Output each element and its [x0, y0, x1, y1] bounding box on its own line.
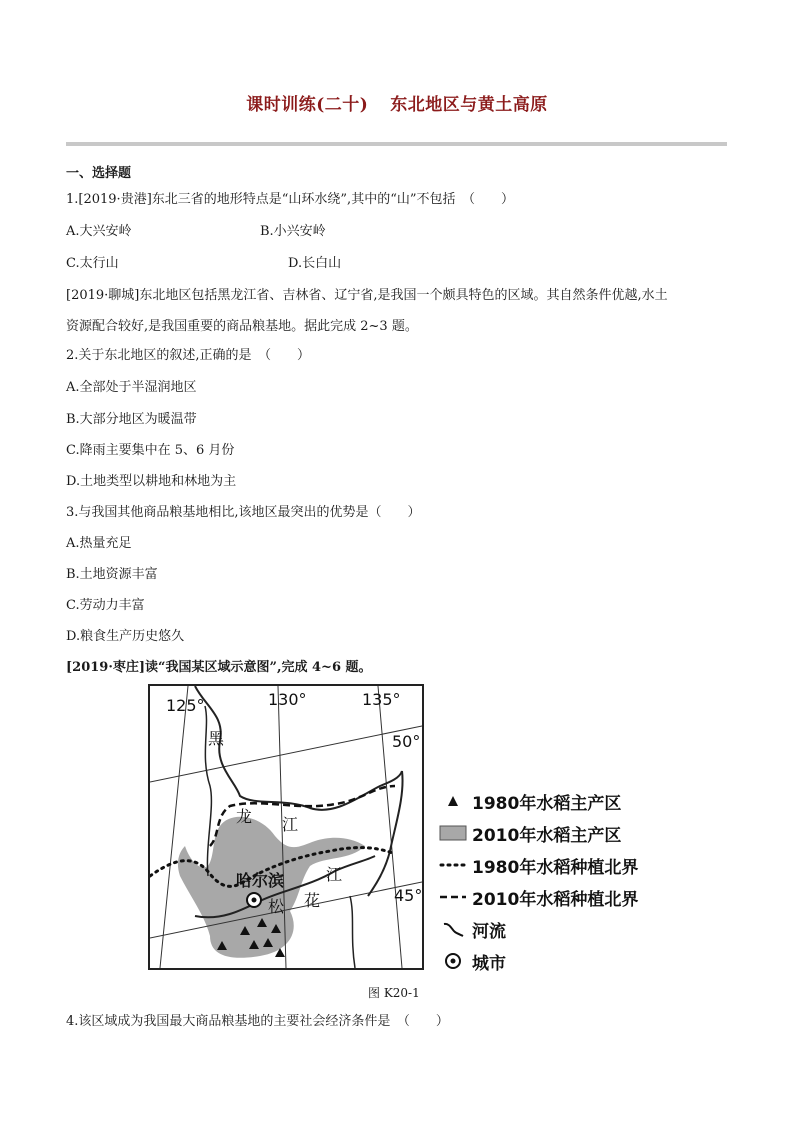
- parallel-50: [150, 726, 422, 782]
- dotted-line-icon: [438, 855, 468, 875]
- q3-option-a: A.热量充足: [66, 536, 132, 551]
- q3-option-d: D.粮食生产历史悠久: [66, 629, 185, 644]
- river-south: [350, 896, 355, 968]
- legend-item: [438, 785, 638, 817]
- label-song: 松: [268, 897, 285, 916]
- legend-label: 2010年水稻主产区: [472, 825, 622, 846]
- legend-item: [438, 849, 638, 881]
- question-1-stem: 1.[2019·贵港]东北三省的地形特点是“山环水绕”,其中的“山”不包括 （ ）: [66, 192, 514, 207]
- title-sub: 东北地区与黄土高原: [390, 95, 548, 115]
- lon-label-130: 130°: [268, 690, 307, 709]
- lat-label-50: 50°: [392, 732, 421, 751]
- legend-item: [438, 881, 638, 913]
- passage-1-line-1: [2019·聊城]东北地区包括黑龙江省、吉林省、辽宁省,是我国一个颇具特色的区域。其自然条件优越,水土: [66, 288, 668, 303]
- lon-label-125: 125°: [166, 696, 205, 715]
- section-heading: 一、选择题: [66, 166, 132, 181]
- legend-label: 2010年水稻种植北界: [472, 889, 639, 910]
- q2-option-d: D.土地类型以耕地和林地为主: [66, 474, 237, 489]
- question-3-stem: 3.与我国其他商品粮基地相比,该地区最突出的优势是（ ）: [66, 505, 421, 520]
- label-hua: 花: [304, 891, 321, 910]
- legend-item: [438, 945, 638, 977]
- meridian-125: [160, 686, 188, 968]
- q2-option-b: B.大部分地区为暖温带: [66, 412, 197, 427]
- legend-item: [438, 913, 638, 945]
- q2-option-c: C.降雨主要集中在 5、6 月份: [66, 443, 235, 458]
- passage-1-line-2: 资源配合较好,是我国重要的商品粮基地。据此完成 2~3 题。: [66, 319, 418, 334]
- q3-option-b: B.土地资源丰富: [66, 567, 158, 582]
- gray-area-icon: [438, 823, 468, 843]
- question-1-options-row-2: [66, 256, 366, 272]
- city-icon: [438, 951, 468, 971]
- harbin-city-dot: [252, 898, 257, 903]
- river-icon: [438, 919, 468, 939]
- legend-item: [438, 817, 638, 849]
- question-4-stem: 4.该区域成为我国最大商品粮基地的主要社会经济条件是 （ ）: [66, 1014, 449, 1029]
- legend-label: 城市: [472, 953, 506, 974]
- q3-option-c: C.劳动力丰富: [66, 598, 145, 613]
- passage-2: [2019·枣庄]读“我国某区域示意图”,完成 4~6 题。: [66, 660, 372, 675]
- legend-label: 1980年水稻种植北界: [472, 857, 639, 878]
- map-legend: [438, 785, 638, 977]
- dashed-line-icon: [438, 887, 468, 907]
- meridian-135: [378, 686, 402, 968]
- legend-label: 1980年水稻主产区: [472, 793, 622, 814]
- title-divider: [66, 142, 727, 146]
- page-title: [0, 90, 794, 115]
- lat-label-45: 45°: [394, 886, 423, 905]
- label-jiang-1: 江: [282, 815, 299, 834]
- q1-option-c: C.太行山: [66, 256, 119, 271]
- label-long: 龙: [236, 807, 253, 826]
- q1-option-b: B.小兴安岭: [260, 224, 326, 239]
- q1-option-a: A.大兴安岭: [66, 224, 132, 239]
- title-main: 课时训练(二十): [246, 95, 369, 115]
- legend-label: 河流: [472, 921, 506, 942]
- region-map: [148, 684, 424, 970]
- label-jiang-2: 江: [326, 865, 343, 884]
- question-1-options-row-1: [66, 224, 366, 240]
- label-harbin: 哈尔滨: [236, 871, 285, 890]
- q1-option-d: D.长白山: [288, 256, 342, 271]
- lon-label-135: 135°: [362, 690, 401, 709]
- label-hei: 黑: [208, 729, 225, 748]
- q2-option-a: A.全部处于半湿润地区: [66, 380, 197, 395]
- question-2-stem: 2.关于东北地区的叙述,正确的是 （ ）: [66, 348, 311, 363]
- figure-caption: 图 K20-1: [368, 986, 420, 1000]
- triangle-icon: [438, 791, 468, 811]
